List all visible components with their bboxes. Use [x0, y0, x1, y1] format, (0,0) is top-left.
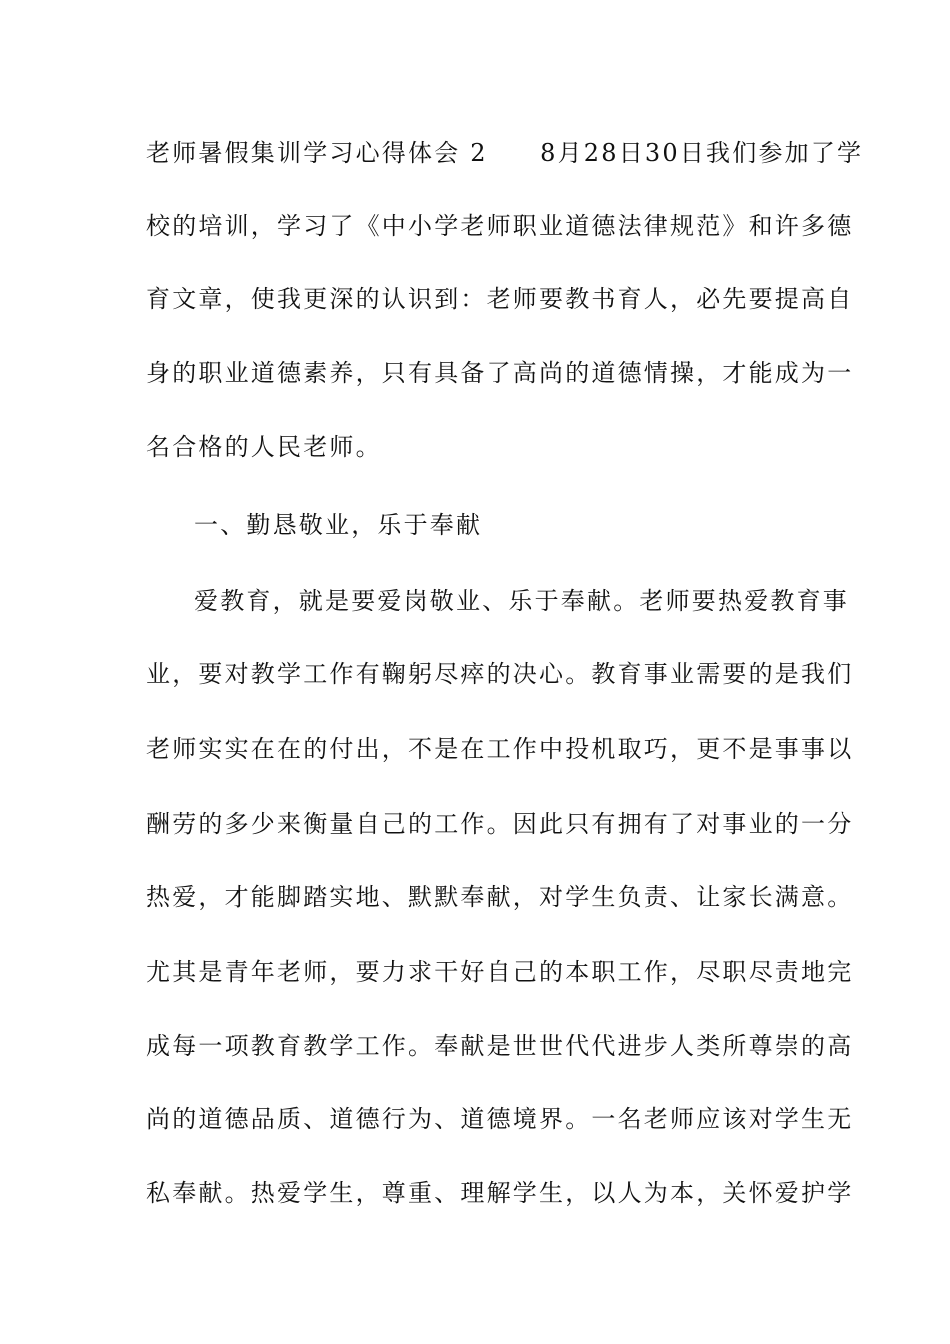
- body-line-9: 私奉献。热爱学生，尊重、理解学生，以人为本，关怀爱护学: [146, 1179, 854, 1207]
- section-heading: 一、勤恳敬业，乐于奉献: [194, 511, 483, 539]
- paragraph-line-1: 老师暑假集训学习心得体会 2 8月28日30日我们参加了学: [146, 139, 864, 167]
- paragraph-line-3: 育文章，使我更深的认识到：老师要教书育人，必先要提高自: [146, 285, 854, 313]
- paragraph-line-5: 名合格的人民老师。: [146, 433, 382, 461]
- body-line-8: 尚的道德品质、道德行为、道德境界。一名老师应该对学生无: [146, 1105, 854, 1133]
- body-line-6: 尤其是青年老师，要力求干好自己的本职工作，尽职尽责地完: [146, 958, 854, 986]
- body-line-3: 老师实实在在的付出，不是在工作中投机取巧，更不是事事以: [146, 735, 854, 763]
- paragraph-line-4: 身的职业道德素养，只有具备了高尚的道德情操，才能成为一: [146, 359, 854, 387]
- body-line-7: 成每一项教育教学工作。奉献是世世代代进步人类所尊崇的高: [146, 1032, 854, 1060]
- paragraph-line-2: 校的培训，学习了《中小学老师职业道德法律规范》和许多德: [146, 212, 854, 240]
- body-line-4: 酬劳的多少来衡量自己的工作。因此只有拥有了对事业的一分: [146, 810, 854, 838]
- body-line-2: 业，要对教学工作有鞠躬尽瘁的决心。教育事业需要的是我们: [146, 660, 854, 688]
- body-line-5: 热爱，才能脚踏实地、默默奉献，对学生负责、让家长满意。: [146, 883, 854, 911]
- body-line-1: 爱教育，就是要爱岗敬业、乐于奉献。老师要热爱教育事: [194, 587, 849, 615]
